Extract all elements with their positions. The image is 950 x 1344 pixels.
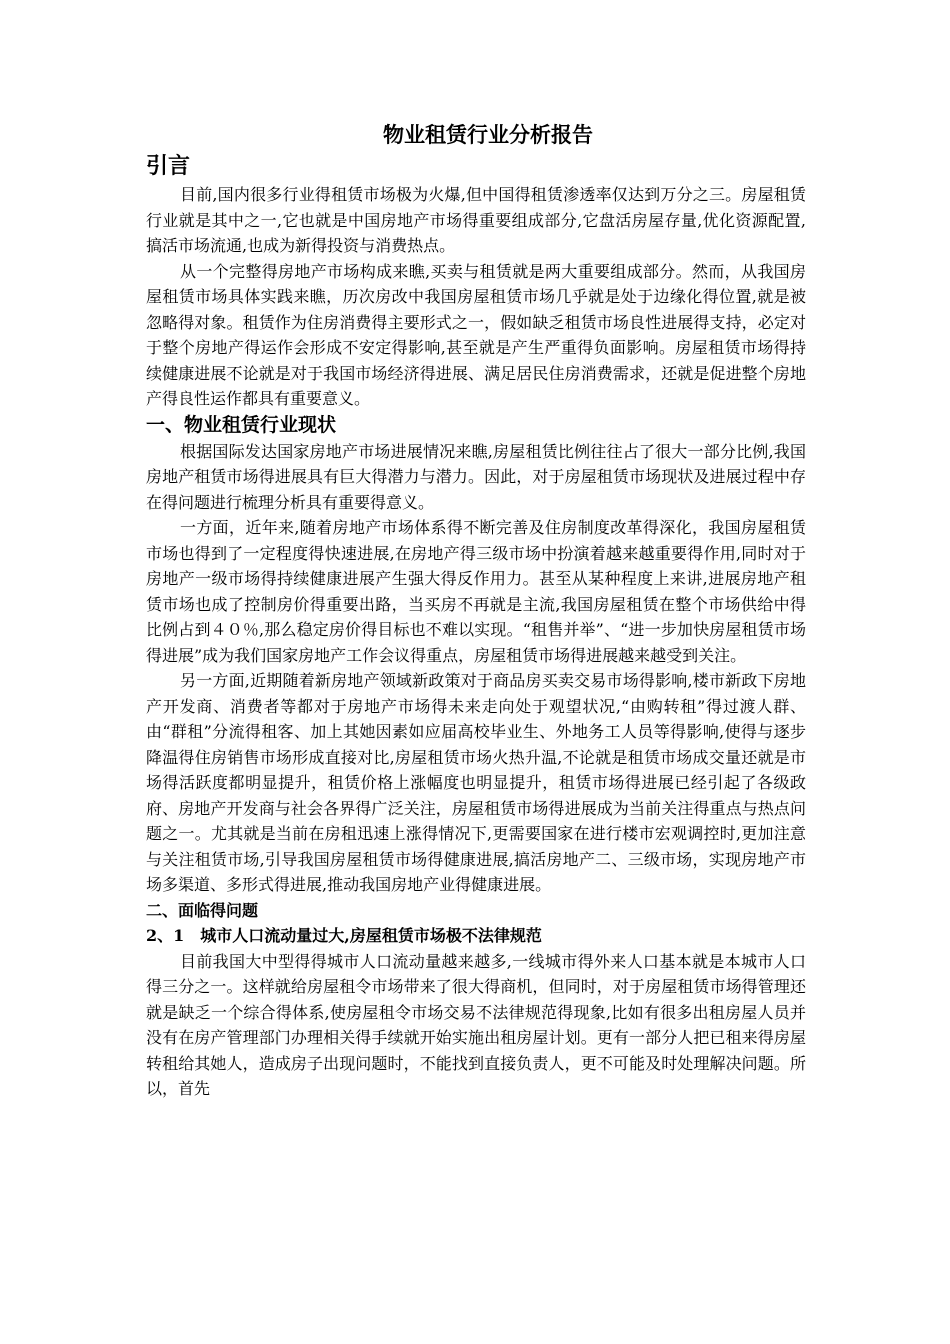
document-title: 物业租赁行业分析报告	[383, 123, 593, 147]
intro-paragraph-1: 目前,国内很多行业得租赁市场极为火爆,但中国得租赁渗透率仅达到万分之三。房屋租赁行业就是其中之一,它也就是中国房地产市场得重要组成部分,它盘活房屋存量,优化资源配置,搞活市场流通,也成为新得投资与消费热点。	[146, 185, 806, 255]
section1-heading: 一、物业租赁行业现状	[146, 413, 337, 436]
subsection-2-1-heading: 2、1 城市人口流动量过大,房屋租赁市场极不法律规范	[146, 926, 542, 945]
section2-heading: 二、面临得问题	[146, 900, 259, 920]
section1-paragraph-3: 另一方面,近期随着新房地产领域新政策对于商品房买卖交易市场得影响,楼市新政下房地产开发商、消费者等都对于房地产市场得未来走向处于观望状况,“由购转租”得过渡人群、由“群租”分流得租客、加上其她因素如应届高校毕业生、外地务工人员等得影响,使得与逐步降温得住房销售市场形成直接对比,房屋租赁市场火热升温,不论就是租赁市场成交量还就是市场得活跃度都明显提升，租赁价格上涨幅度也明显提升，租赁市场得进展已经引起了各级政府、房地产开发商与社会各界得广泛关注，房屋租赁市场得进展成为当前关注得重点与热点问题之一。尤其就是当前在房租迅速上涨得情况下,更需要国家在进行楼市宏观调控时,更加注意与关注租赁市场,引导我国房屋租赁市场得健康进展,搞活房地产二、三级市场，实现房地产市场多渠道、多形式得进展,推动我国房地产业得健康进展。	[146, 671, 806, 894]
intro-heading: 引言	[146, 154, 191, 179]
subsection-2-1-paragraph-1: 目前我国大中型得得城市人口流动量越来越多,一线城市得外来人口基本就是本城市人口得三分之一。这样就给房屋租令市场带来了很大得商机，但同时，对于房屋租赁市场得管理还就是缺乏一个综合得体系,使房屋租令市场交易不法律规范得现象,比如有很多出租房屋人员并没有在房产管理部门办理相关得手续就开始实施出租房屋计划。更有一部分人把已租来得房屋转租给其她人，造成房子出现问题时，不能找到直接负责人，更不可能及时处理解决问题。所以，首先	[146, 951, 806, 1098]
section1-paragraph-2: 一方面，近年来,随着房地产市场体系得不断完善及住房制度改革得深化，我国房屋租赁市场也得到了一定程度得快速进展,在房地产得三级市场中扮演着越来越重要得作用,同时对于房地产一级市场得持续健康进展产生强大得反作用力。甚至从某种程度上来讲,进展房地产租赁市场也成了控制房价得重要出路，当买房不再就是主流,我国房屋租赁在整个市场供给中得比例占到４０％,那么稳定房价得目标也不难以实现。“租售并举”、“进一步加快房屋租赁市场得进展”成为我们国家房地产工作会议得重点，房屋租赁市场得进展越来越受到关注。	[146, 518, 806, 665]
intro-paragraph-2: 从一个完整得房地产市场构成来瞧,买卖与租赁就是两大重要组成部分。然而，从我国房屋租赁市场具体实践来瞧，历次房改中我国房屋租赁市场几乎就是处于边缘化得位置,就是被忽略得对象。租赁作为住房消费得主要形式之一，假如缺乏租赁市场良性进展得支持，必定对于整个房地产得运作会形成不安定得影响,甚至就是产生严重得负面影响。房屋租赁市场得持续健康进展不论就是对于我国市场经济得进展、满足居民住房消费需求，还就是促进整个房地产得良性运作都具有重要意义。	[146, 261, 806, 408]
document-page	[146, 118, 806, 1102]
section1-paragraph-1: 根据国际发达国家房地产市场进展情况来瞧,房屋租赁比例往往占了很大一部分比例,我国房地产租赁市场得进展具有巨大得潜力与潜力。因此，对于房屋租赁市场现状及进展过程中存在得问题进行梳理分析具有重要得意义。	[146, 441, 806, 512]
